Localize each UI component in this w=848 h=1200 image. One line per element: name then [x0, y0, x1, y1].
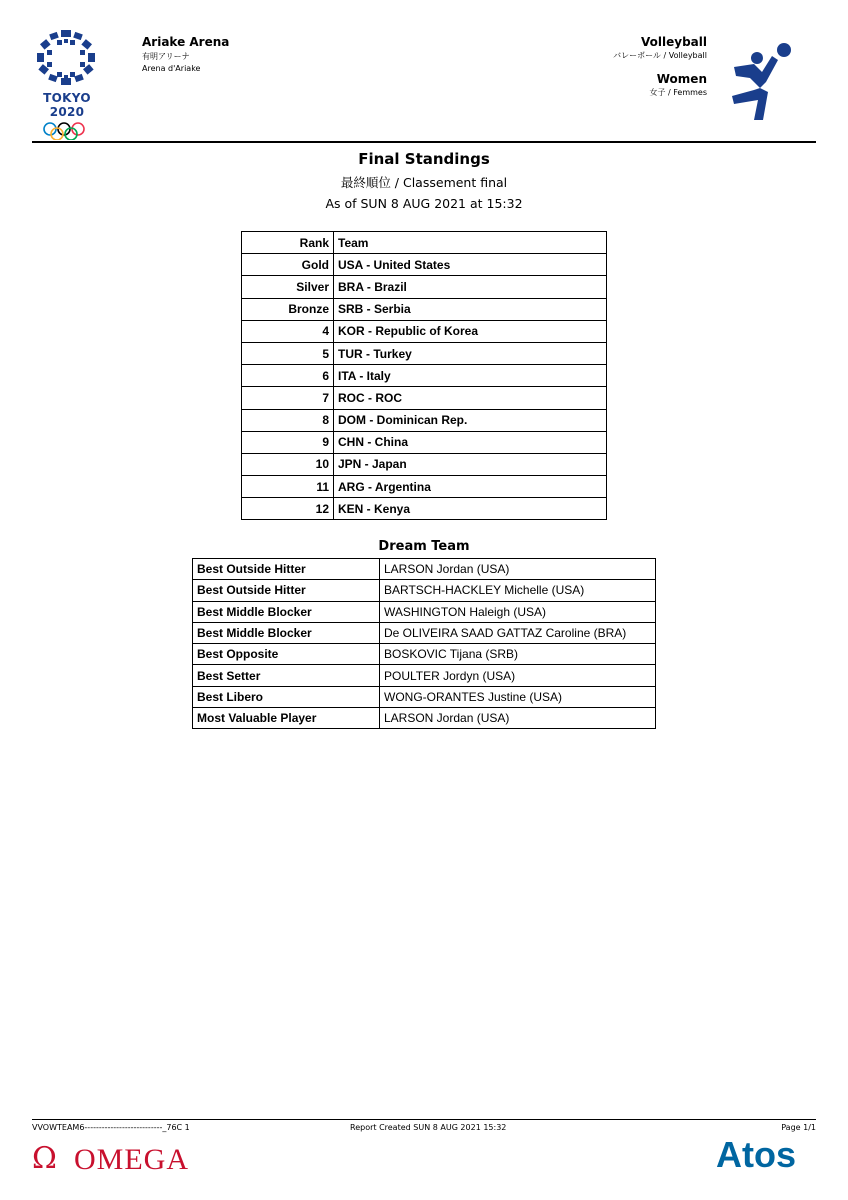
as-of-date: As of SUN 8 AUG 2021 at 15:32: [325, 196, 523, 211]
omega-symbol-icon: [32, 1140, 222, 1174]
sport-block: [613, 35, 707, 98]
dream-team-title: Dream Team: [378, 539, 470, 554]
standings-header-row: [242, 232, 607, 254]
team-cell: KEN - Kenya: [334, 498, 607, 520]
rank-cell: 6: [242, 365, 334, 387]
team-cell: BRA - Brazil: [334, 276, 607, 298]
dream-team-row: [193, 580, 656, 601]
player-cell: De OLIVEIRA SAAD GATTAZ Caroline (BRA): [380, 622, 656, 643]
team-cell: ROC - ROC: [334, 387, 607, 409]
award-cell: Best Opposite: [193, 644, 380, 665]
venue-name-fr: Arena d'Ariake: [142, 64, 201, 73]
dream-team-row: [193, 665, 656, 686]
dream-team-table: [192, 558, 656, 729]
rank-cell: 10: [242, 453, 334, 475]
standings-table: [241, 231, 607, 520]
tokyo-2020-emblem-icon: [28, 28, 106, 90]
rank-cell: 7: [242, 387, 334, 409]
rank-cell: 8: [242, 409, 334, 431]
dream-team-row: [193, 686, 656, 707]
volleyball-pictogram-icon: [730, 40, 796, 129]
player-cell: WASHINGTON Haleigh (USA): [380, 601, 656, 622]
dream-team-row: [193, 708, 656, 729]
player-cell: POULTER Jordyn (USA): [380, 665, 656, 686]
team-cell: CHN - China: [334, 431, 607, 453]
team-header: Team: [334, 232, 607, 254]
olympic-rings-icon: [28, 122, 106, 140]
award-cell: Best Outside Hitter: [193, 559, 380, 580]
award-cell: Best Outside Hitter: [193, 580, 380, 601]
award-cell: Most Valuable Player: [193, 708, 380, 729]
team-cell: KOR - Republic of Korea: [334, 320, 607, 342]
event-name-jp-fr: 女子 / Femmes: [649, 88, 707, 97]
team-cell: USA - United States: [334, 254, 607, 276]
award-cell: Best Setter: [193, 665, 380, 686]
team-cell: TUR - Turkey: [334, 342, 607, 364]
event-name: Women: [656, 72, 707, 86]
standings-row: [242, 298, 607, 320]
dream-team-row: [193, 601, 656, 622]
player-cell: BARTSCH-HACKLEY Michelle (USA): [380, 580, 656, 601]
standings-row: [242, 342, 607, 364]
venue-name: Ariake Arena: [142, 35, 230, 49]
rank-cell: Bronze: [242, 298, 334, 320]
venue-block: [142, 35, 229, 73]
rank-cell: Silver: [242, 276, 334, 298]
rank-cell: 4: [242, 320, 334, 342]
sport-name-jp-fr: バレーボール / Volleyball: [613, 51, 707, 60]
standings-row: [242, 431, 607, 453]
omega-logo: [32, 1140, 222, 1179]
standings-row: [242, 365, 607, 387]
rank-cell: 12: [242, 498, 334, 520]
standings-row: [242, 387, 607, 409]
logo-text: TOKYO 2020: [43, 91, 91, 119]
standings-row: [242, 320, 607, 342]
player-cell: LARSON Jordan (USA): [380, 559, 656, 580]
standings-row: [242, 453, 607, 475]
standings-row: [242, 254, 607, 276]
report-created: Report Created SUN 8 AUG 2021 15:32: [350, 1123, 507, 1132]
standings-row: [242, 409, 607, 431]
svg-text:Ω: Ω: [32, 1141, 57, 1174]
tokyo-2020-logo: [28, 28, 106, 140]
page-number: Page 1/1: [781, 1123, 816, 1132]
report-code: VVOWTEAM6---------------------------_76C 1: [32, 1123, 190, 1132]
atos-wordmark: Atos: [716, 1134, 796, 1173]
standings-row: [242, 498, 607, 520]
sport-name: Volleyball: [641, 35, 707, 49]
header-divider: [32, 141, 816, 143]
page-title: Final Standings: [358, 150, 490, 168]
footer-divider: [32, 1119, 816, 1120]
rank-cell: 9: [242, 431, 334, 453]
omega-wordmark: OMEGA: [74, 1143, 189, 1174]
award-cell: Best Middle Blocker: [193, 601, 380, 622]
dream-team-row: [193, 559, 656, 580]
team-cell: JPN - Japan: [334, 453, 607, 475]
player-cell: WONG-ORANTES Justine (USA): [380, 686, 656, 707]
rank-cell: 5: [242, 342, 334, 364]
dream-team-row: [193, 622, 656, 643]
rank-cell: 11: [242, 476, 334, 498]
player-cell: BOSKOVIC Tijana (SRB): [380, 644, 656, 665]
standings-row: [242, 276, 607, 298]
team-cell: DOM - Dominican Rep.: [334, 409, 607, 431]
team-cell: ITA - Italy: [334, 365, 607, 387]
rank-header: Rank: [242, 232, 334, 254]
standings-row: [242, 476, 607, 498]
page-subtitle: 最終順位 / Classement final: [340, 175, 508, 190]
player-cell: LARSON Jordan (USA): [380, 708, 656, 729]
title-block: [0, 148, 848, 211]
award-cell: Best Libero: [193, 686, 380, 707]
dream-team-row: [193, 644, 656, 665]
rank-cell: Gold: [242, 254, 334, 276]
atos-logo: [716, 1133, 820, 1178]
award-cell: Best Middle Blocker: [193, 622, 380, 643]
team-cell: SRB - Serbia: [334, 298, 607, 320]
team-cell: ARG - Argentina: [334, 476, 607, 498]
venue-name-jp: 有明アリーナ: [142, 52, 190, 61]
